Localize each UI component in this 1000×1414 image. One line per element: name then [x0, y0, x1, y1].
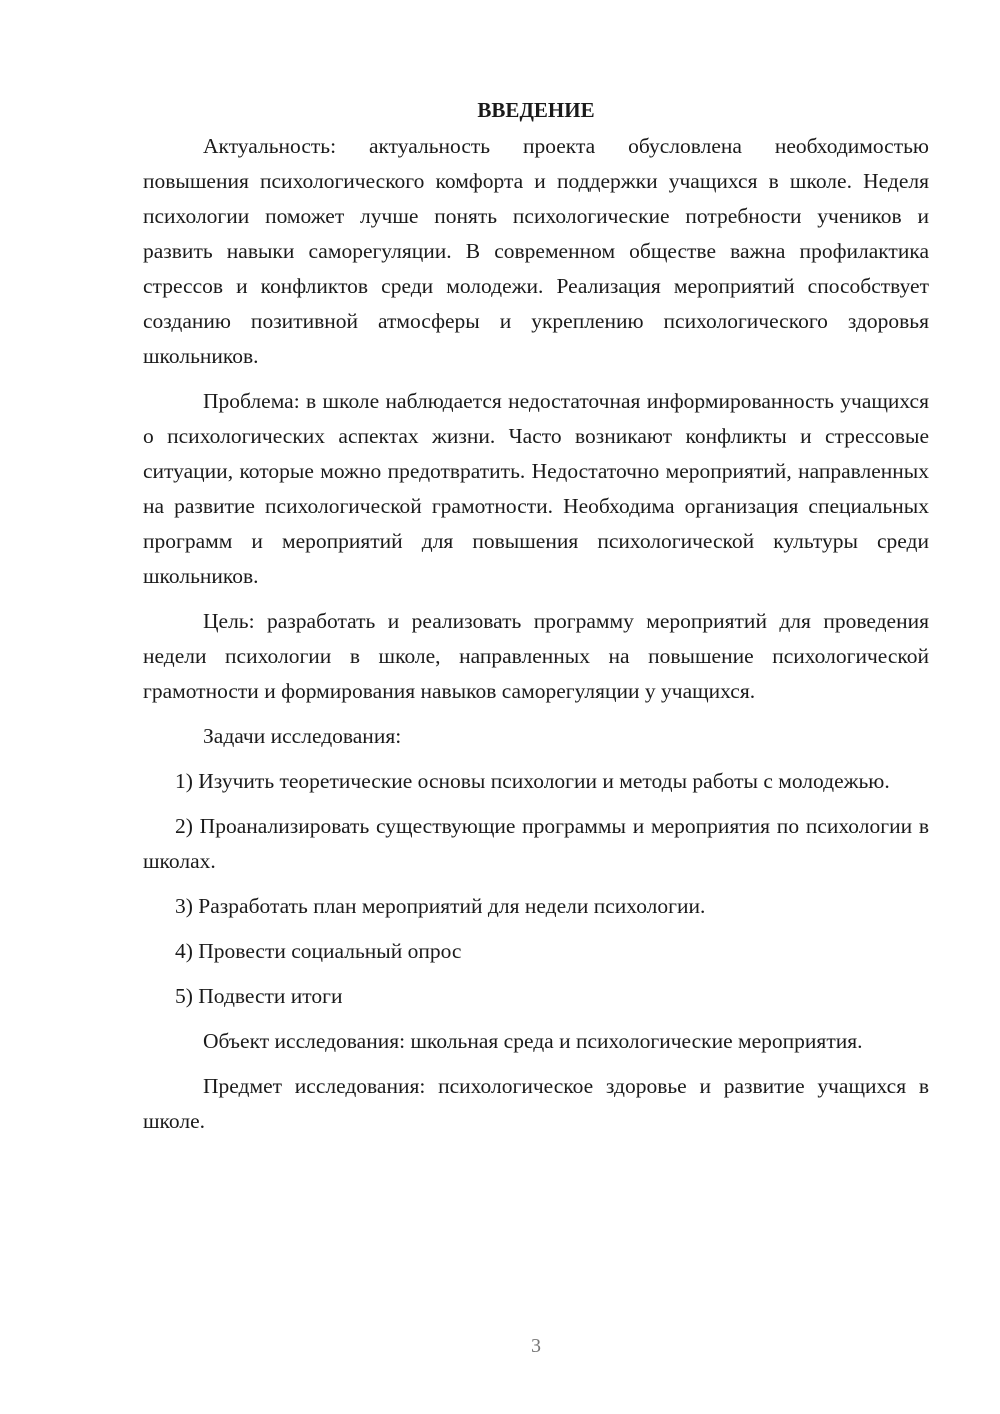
task-item-5: 5) Подвести итоги	[175, 984, 343, 1008]
page-title: ВВЕДЕНИЕ	[477, 98, 595, 122]
tasks-title: Задачи исследования:	[203, 724, 402, 748]
problem-paragraph: Проблема: в школе наблюдается недостаточная информированность учащихся о психологических аспектах жизни. Часто возникают конфликты и стрессовые ситуации, которые можно предотвратить. Недостаточно мероприятий, направленных на развитие психологической грамотности. Необходима организация специальных программ и мероприятий для повышения психологической культуры среди школьников.	[143, 389, 929, 588]
goal-paragraph: Цель: разработать и реализовать программу мероприятий для проведения недели психологии в школе, направленных на повышение психологической грамотности и формирования навыков саморегуляции у учащихся.	[143, 609, 929, 703]
object-paragraph: Объект исследования: школьная среда и психологические мероприятия.	[203, 1029, 863, 1053]
task-item-2: 2) Проанализировать существующие программы и мероприятия по психологии в школах.	[143, 814, 929, 873]
page-number: 3	[531, 1335, 541, 1357]
task-item-4: 4) Провести социальный опрос	[175, 939, 462, 963]
task-item-1: 1) Изучить теоретические основы психологии и методы работы с молодежью.	[175, 769, 890, 793]
task-item-3: 3) Разработать план мероприятий для недели психологии.	[175, 894, 706, 918]
relevance-paragraph: Актуальность: актуальность проекта обусловлена необходимостью повышения психологического комфорта и поддержки учащихся в школе. Неделя психологии поможет лучше понять психологические потребности учеников и развить навыки саморегуляции. В современном обществе важна профилактика стрессов и конфликтов среди молодежи. Реализация мероприятий способствует созданию позитивной атмосферы и укреплению психологического здоровья школьников.	[143, 134, 929, 368]
subject-paragraph: Предмет исследования: психологическое здоровье и развитие учащихся в школе.	[143, 1074, 929, 1133]
document-page	[143, 92, 929, 1149]
